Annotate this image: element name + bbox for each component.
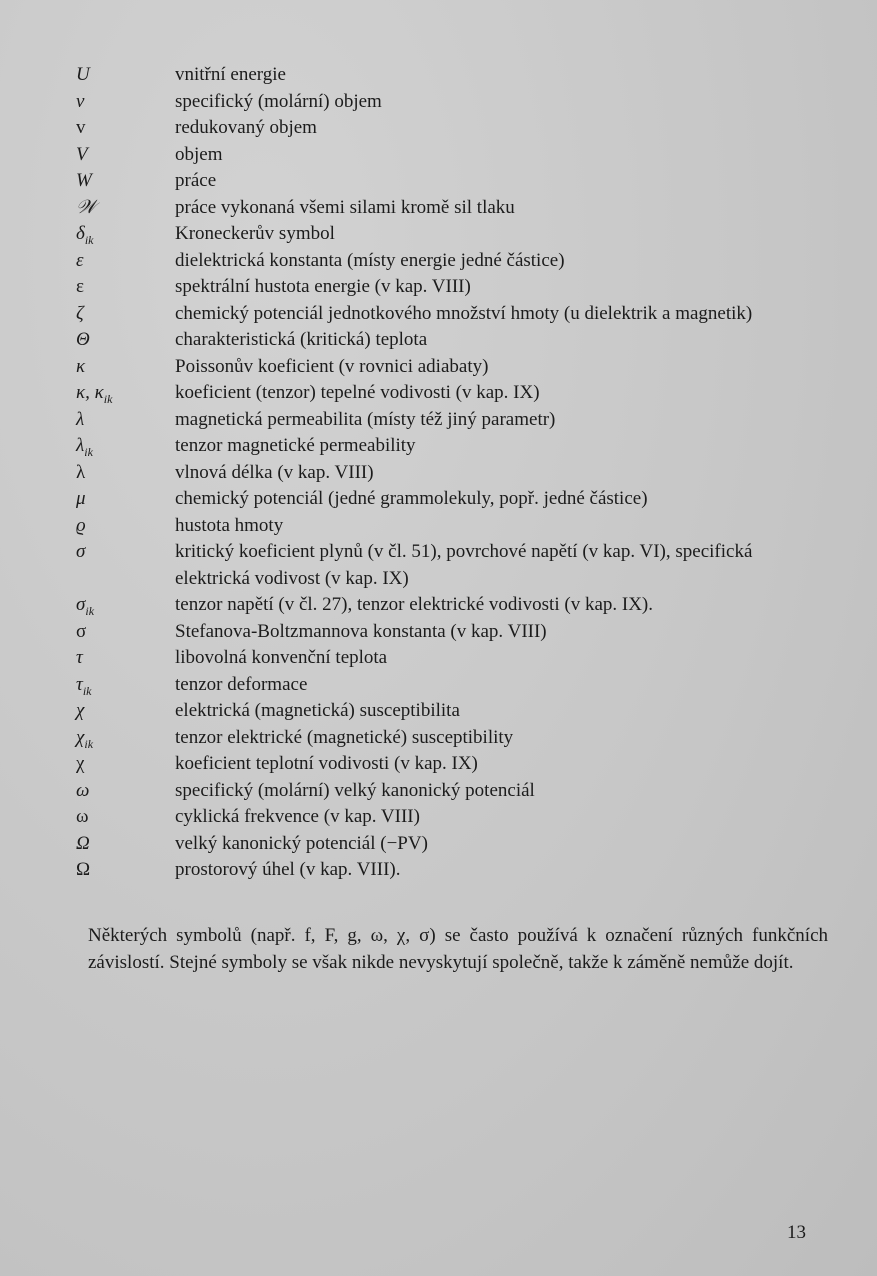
symbol-glyph: W	[76, 170, 92, 191]
symbol-description: Kroneckerův symbol	[175, 223, 335, 244]
symbol	[76, 698, 84, 724]
symbol-row	[0, 592, 877, 619]
symbol	[76, 407, 84, 433]
symbol-row	[0, 89, 877, 116]
symbol-glyph: ε	[76, 276, 84, 297]
symbol-description: Poissonův koeficient (v rovnici adiabaty)	[175, 355, 489, 377]
symbol-subscript: ik	[103, 391, 113, 406]
symbol-glyph: 𝒲	[76, 196, 96, 218]
symbol-description: tenzor elektrické (magnetické) susceptibility	[175, 726, 514, 748]
symbol-row	[0, 142, 877, 169]
symbol-row	[0, 672, 877, 699]
symbol-row	[0, 539, 877, 592]
symbol-description: velký kanonický potenciál (−PV)	[175, 832, 428, 854]
symbol-description: vlnová délka (v kap. VIII)	[175, 461, 374, 483]
symbol-description: tenzor deformace	[175, 673, 308, 695]
symbol-glyph: v	[76, 90, 85, 112]
symbol	[76, 142, 88, 168]
symbol-description: Stefanova-Boltzmannova konstanta (v kap. VIII)	[175, 620, 547, 642]
symbol-glyph: σ	[76, 541, 86, 562]
symbol-description: magnetická permeabilita (místy též jiný parametr)	[175, 408, 556, 430]
symbol	[76, 168, 92, 194]
symbol-description: kritický koeficient plynů (v čl. 51), povrchové napětí (v kap. VI), specifická elektrická vodivost (v kap. IX)	[175, 541, 753, 589]
symbol-row	[0, 407, 877, 434]
symbol-list	[0, 62, 877, 884]
closing-paragraph: Některých symbolů (např. f, F, g, ω, χ, σ) se často používá k označení různých funkčních závislostí. Stejné symboly se však nikde nevyskytují společně, takže k záměně nemůže dojít.	[88, 925, 828, 973]
symbol-description: hustota hmoty	[175, 514, 284, 536]
symbol-glyph: κ	[76, 355, 86, 377]
symbol-glyph: ε	[76, 249, 84, 271]
symbol	[76, 539, 85, 565]
symbol-glyph: ζ	[76, 302, 84, 324]
symbol-row	[0, 460, 877, 487]
symbol-glyph: μ	[76, 488, 86, 509]
symbol-glyph: ω	[76, 806, 89, 827]
symbol-glyph: χ	[76, 726, 85, 748]
symbol-description: práce	[175, 170, 217, 191]
symbol-row	[0, 433, 877, 460]
symbol	[76, 327, 90, 353]
symbol-glyph: Ω	[76, 832, 90, 854]
symbol-glyph: U	[76, 64, 90, 85]
symbol-row	[0, 698, 877, 725]
symbol	[76, 645, 83, 671]
symbol-subscript: ik	[84, 736, 94, 751]
symbol-glyph: Θ	[76, 329, 90, 350]
symbol-description: vnitřní energie	[175, 64, 286, 85]
symbol	[76, 804, 89, 830]
symbol-glyph: λ	[76, 435, 85, 456]
symbol-description: tenzor napětí (v čl. 27), tenzor elektrické vodivosti (v kap. IX).	[175, 594, 653, 615]
symbol-glyph: λ	[76, 408, 85, 430]
symbol-glyph: κ, κ	[76, 382, 104, 403]
symbol-subscript: ik	[84, 232, 94, 247]
symbol-row	[0, 62, 877, 89]
symbol-description: tenzor magnetické permeability	[175, 435, 416, 456]
symbol-row	[0, 619, 877, 646]
symbol-glyph: σ	[76, 620, 87, 642]
symbol	[76, 460, 85, 486]
symbol	[76, 274, 84, 300]
symbol-glyph: v	[76, 117, 86, 138]
symbol	[76, 195, 96, 221]
symbol	[76, 751, 84, 777]
symbol-description: specifický (molární) velký kanonický potenciál	[175, 779, 535, 801]
symbol	[76, 301, 84, 327]
symbol-description: dielektrická konstanta (místy energie jedné částice)	[175, 249, 565, 271]
symbol-row	[0, 380, 877, 407]
symbol-glyph: τ	[76, 673, 83, 695]
symbol	[76, 619, 86, 645]
symbol-subscript: ik	[85, 603, 95, 618]
symbol-row	[0, 831, 877, 858]
symbol	[76, 486, 86, 512]
symbol-row	[0, 354, 877, 381]
symbol-glyph: ϱ	[76, 514, 86, 536]
symbol	[76, 89, 84, 115]
symbol-subscript: ik	[84, 444, 93, 459]
symbol	[76, 115, 86, 141]
symbol-description: chemický potenciál (jedné grammolekuly, popř. jedné částice)	[175, 488, 648, 509]
symbol-glyph: χ	[76, 753, 85, 774]
symbol	[76, 857, 90, 883]
symbol-glyph: ω	[76, 779, 90, 801]
symbol-row	[0, 301, 877, 328]
symbol-row	[0, 751, 877, 778]
symbol-row	[0, 778, 877, 805]
symbol-row	[0, 513, 877, 540]
symbol-description: práce vykonaná všemi silami kromě sil tlaku	[175, 196, 515, 218]
symbol-description: prostorový úhel (v kap. VIII).	[175, 859, 401, 880]
symbol-description: libovolná konvenční teplota	[175, 647, 388, 668]
symbol-row	[0, 248, 877, 275]
symbol-glyph: δ	[76, 223, 85, 244]
symbol-row	[0, 274, 877, 301]
symbol-row	[0, 195, 877, 222]
symbol-glyph: V	[76, 143, 88, 165]
symbol-glyph: σ	[76, 594, 86, 615]
symbol-row	[0, 804, 877, 831]
page-number: 13	[787, 1222, 806, 1243]
symbol-row	[0, 168, 877, 195]
symbol-description: redukovaný objem	[175, 117, 317, 138]
symbol	[76, 248, 84, 274]
symbol-row	[0, 221, 877, 248]
symbol	[76, 62, 90, 88]
symbol-description: spektrální hustota energie (v kap. VIII)	[175, 276, 471, 297]
symbol-description: koeficient (tenzor) tepelné vodivosti (v kap. IX)	[175, 382, 540, 403]
symbol-description: charakteristická (kritická) teplota	[175, 329, 428, 350]
symbol-glyph: τ	[76, 647, 83, 668]
symbol-row	[0, 115, 877, 142]
symbol	[76, 354, 85, 380]
symbol-description: elektrická (magnetická) susceptibilita	[175, 700, 460, 721]
symbol	[76, 831, 90, 857]
symbol-description: cyklická frekvence (v kap. VIII)	[175, 806, 420, 827]
symbol-description: koeficient teplotní vodivosti (v kap. IX)	[175, 753, 478, 774]
symbol-subscript: ik	[82, 683, 92, 698]
symbol-row	[0, 725, 877, 752]
symbol-row	[0, 645, 877, 672]
symbol	[76, 513, 86, 539]
symbol-description: chemický potenciál jednotkového množství hmoty (u dielektrik a magnetik)	[175, 302, 753, 324]
symbol-description: specifický (molární) objem	[175, 90, 382, 112]
symbol-row	[0, 857, 877, 884]
symbol	[76, 778, 89, 804]
symbol-row	[0, 327, 877, 354]
symbol-row	[0, 486, 877, 513]
symbol-description: objem	[175, 143, 223, 165]
symbol-glyph: Ω	[76, 859, 91, 880]
symbol-glyph: λ	[76, 461, 86, 483]
symbol-glyph: χ	[76, 700, 85, 721]
